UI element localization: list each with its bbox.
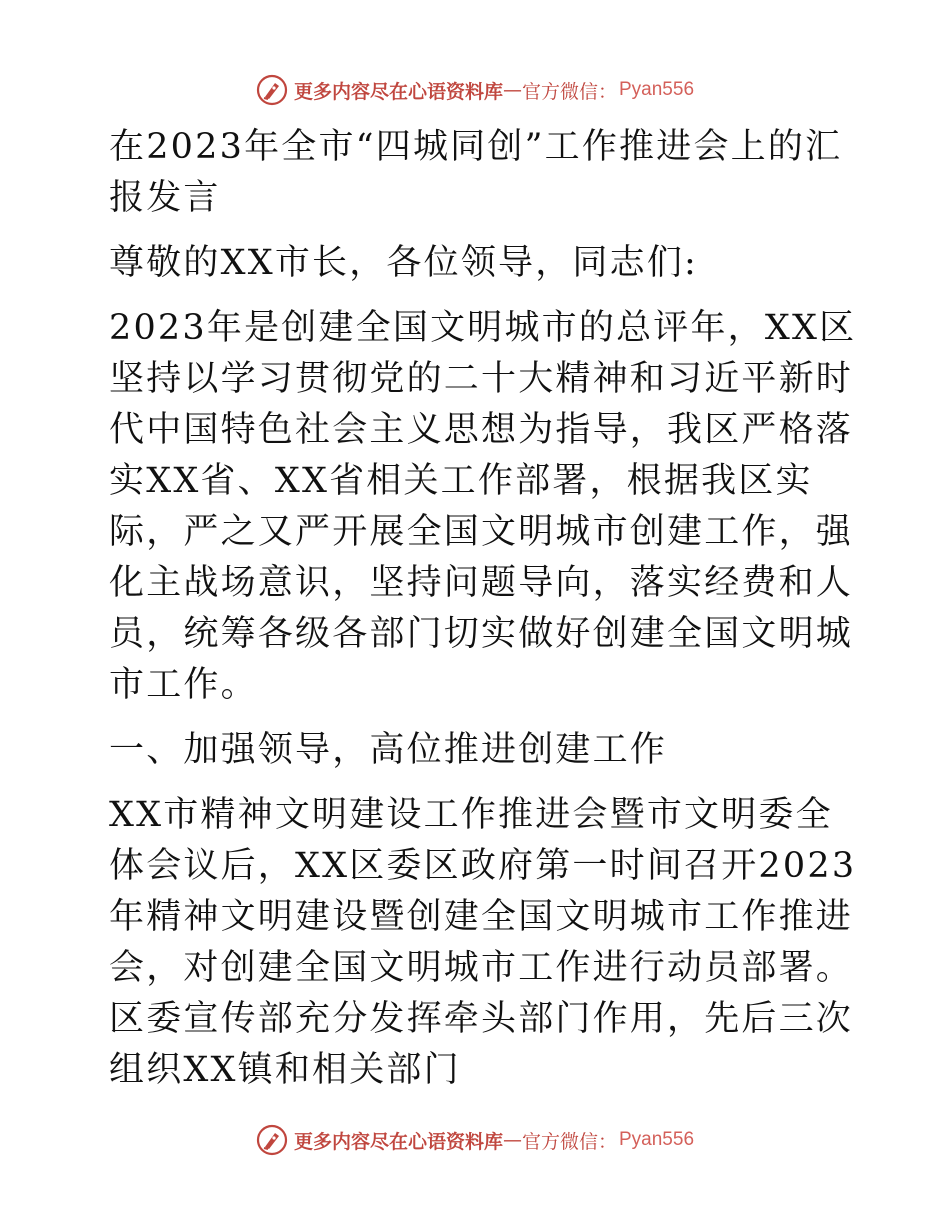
watermark-sub-text: 官方微信： xyxy=(521,1130,617,1153)
section-heading-1: 一、加强领导，高位推进创建工作 xyxy=(109,730,668,770)
watermark-wechat-id: Pyan556 xyxy=(619,79,695,100)
pen-nib-logo-icon xyxy=(256,74,288,106)
watermark-wechat-id: Pyan556 xyxy=(619,1129,695,1150)
watermark-main-text: 更多内容尽在心语资料库 xyxy=(293,80,503,103)
watermark-sub-text: 官方微信： xyxy=(521,80,617,103)
watermark-main-text: 更多内容尽在心语资料库 xyxy=(293,1130,503,1153)
watermark-footer xyxy=(0,1122,950,1158)
paragraph-intro: 2023年是创建全国文明城市的总评年，XX区坚持以学习贯彻党的二十大精神和习近平新时代中国特色社会主义思想为指导，我区严格落实XX省、XX省相关工作部署，根据我区实际，严之又严开展全国文明城市创建工作，强化主战场意识，坚持问题导向，落实经费和人员，统筹各级各部门切实做好创建全国文明城市工作。 xyxy=(109,308,857,705)
watermark-separator: — xyxy=(502,79,522,101)
document-title: 在2023年全市“四城同创”工作推进会上的汇报发言 xyxy=(109,127,843,218)
watermark-separator: — xyxy=(502,1129,522,1151)
document-body xyxy=(97,122,857,1110)
paragraph-section-1: XX市精神文明建设工作推进会暨市文明委全体会议后，XX区委区政府第一时间召开2023年精神文明建设暨创建全国文明城市工作推进会，对创建全国文明城市工作进行动员部署。区委宣传部充分发挥牵头部门作用，先后三次组织XX镇和相关部门 xyxy=(109,795,857,1090)
watermark-header xyxy=(0,72,950,108)
pen-nib-logo-icon xyxy=(256,1124,288,1156)
salutation: 尊敬的XX市长，各位领导，同志们: xyxy=(109,243,699,283)
